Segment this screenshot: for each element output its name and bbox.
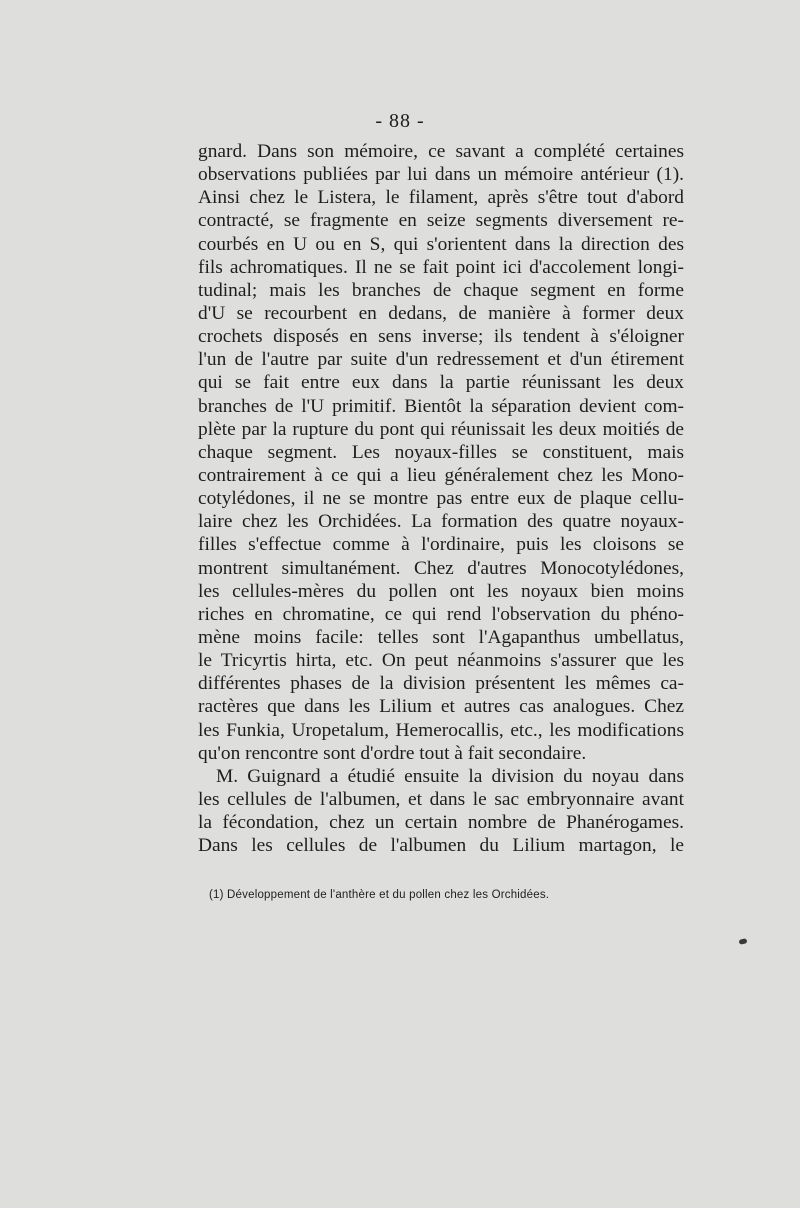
- text-line: filles s'effectue comme à l'ordinaire, puis les cloisons se: [198, 534, 684, 556]
- text-line: la fécondation, chez un certain nombre de Phanérogames.: [198, 812, 684, 834]
- text-line: cotylédones, il ne se montre pas entre eux de plaque cellu-: [198, 488, 684, 510]
- text-line: contrairement à ce qui a lieu généralement chez les Mono-: [198, 464, 684, 486]
- text-line: gnard. Dans son mémoire, ce savant a complété certaines: [198, 141, 684, 162]
- page-number: - 88 -: [375, 110, 425, 132]
- text-line: branches de l'U primitif. Bientôt la séparation devient com-: [198, 395, 684, 417]
- main-text: [198, 140, 684, 857]
- text-line: différentes phases de la division présentent les mêmes ca-: [198, 673, 684, 695]
- text-line: contracté, se fragmente en seize segments diversement re-: [198, 210, 684, 232]
- text-line: le Tricyrtis hirta, etc. On peut néanmoins s'assurer que les: [198, 650, 684, 672]
- text-line: les Funkia, Uropetalum, Hemerocallis, etc., les modifications: [198, 719, 684, 741]
- text-line: laire chez les Orchidées. La formation des quatre noyaux-: [198, 511, 684, 533]
- footnote: (1) Développement de l'anthère et du pollen chez les Orchidées.: [209, 889, 550, 901]
- text-line: plète par la rupture du pont qui réunissait les deux moitiés de: [198, 418, 684, 440]
- text-line: mène moins facile: telles sont l'Agapanthus umbellatus,: [198, 626, 684, 648]
- text-line: tudinal; mais les branches de chaque segment en forme: [198, 279, 684, 301]
- text-line: montrent simultanément. Chez d'autres Monocotylédones,: [198, 557, 684, 579]
- text-line: crochets disposés en sens inverse; ils tendent à s'éloigner: [198, 326, 684, 348]
- text-line: fils achromatiques. Il ne se fait point ici d'accolement longi-: [198, 256, 684, 278]
- text-line: d'U se recourbent en dedans, de manière à former deux: [198, 302, 684, 324]
- text-line: les cellules-mères du pollen ont les noyaux bien moins: [198, 580, 684, 602]
- text-line: l'un de l'autre par suite d'un redressement et d'un étirement: [198, 349, 684, 371]
- text-line: courbés en U ou en S, qui s'orientent dans la direction des: [198, 233, 684, 255]
- text-line: riches en chromatine, ce qui rend l'observation du phéno-: [198, 603, 684, 625]
- ink-speck: [739, 938, 748, 945]
- text-line: chaque segment. Les noyaux-filles se constituent, mais: [198, 441, 684, 463]
- text-line: Ainsi chez le Listera, le filament, après s'être tout d'abord: [198, 187, 684, 209]
- text-line: observations publiées par lui dans un mémoire antérieur (1).: [198, 164, 684, 186]
- text-line: ractères que dans les Lilium et autres cas analogues. Chez: [198, 696, 684, 718]
- text-line: M. Guignard a étudié ensuite la division du noyau dans: [216, 765, 684, 787]
- text-line: les cellules de l'albumen, et dans le sac embryonnaire avant: [198, 788, 684, 810]
- text-line: Dans les cellules de l'albumen du Lilium martagon, le: [198, 835, 684, 857]
- text-line: qu'on rencontre sont d'ordre tout à fait secondaire.: [198, 742, 587, 764]
- text-line: qui se fait entre eux dans la partie réunissant les deux: [198, 372, 684, 394]
